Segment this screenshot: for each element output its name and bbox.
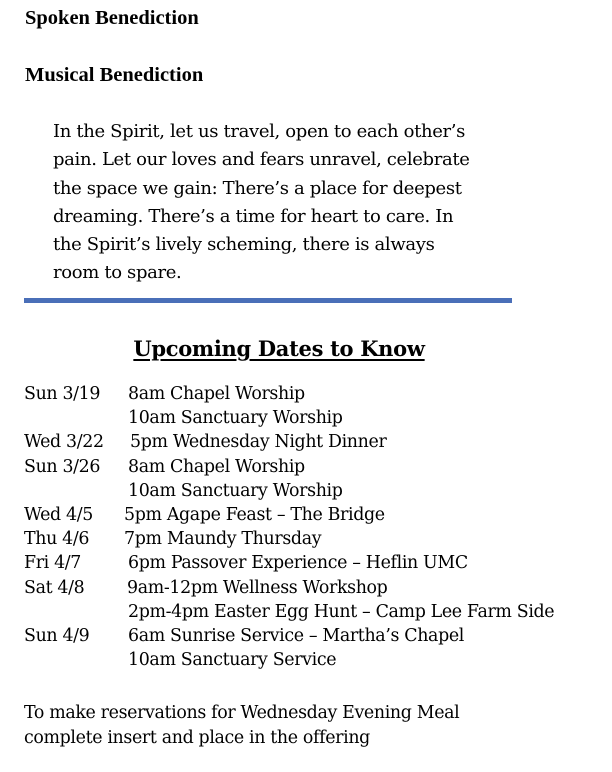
benediction-line: room to spare. bbox=[53, 262, 182, 284]
schedule-row bbox=[24, 455, 609, 479]
schedule-day: Sun 4/9 bbox=[24, 625, 90, 646]
section-divider bbox=[24, 298, 512, 303]
reservation-note bbox=[24, 701, 584, 750]
benediction-line: the Spirit’s lively scheming, there is always bbox=[53, 234, 435, 256]
schedule-day: Sun 3/26 bbox=[24, 456, 101, 477]
schedule-day: Wed 4/5 bbox=[24, 504, 93, 525]
benediction-line: In the Spirit, let us travel, open to each other’s bbox=[53, 121, 466, 142]
schedule-event: 10am Sanctuary Worship bbox=[128, 480, 343, 501]
schedule-event: 10am Sanctuary Worship bbox=[128, 408, 343, 429]
schedule-event: 7pm Maundy Thursday bbox=[124, 529, 322, 550]
schedule-row bbox=[24, 430, 609, 454]
schedule-event: 8am Chapel Worship bbox=[128, 384, 305, 404]
schedule-day: Wed 3/22 bbox=[24, 432, 104, 453]
dates-schedule bbox=[24, 382, 609, 672]
schedule-event: 2pm-4pm Easter Egg Hunt – Camp Lee Farm Side bbox=[128, 601, 555, 622]
reservation-note-line: complete insert and place in the offering bbox=[24, 727, 370, 748]
reservation-note-line: To make reservations for Wednesday Evening Meal bbox=[24, 703, 460, 723]
schedule-row bbox=[24, 551, 609, 575]
schedule-event: 9am-12pm Wellness Workshop bbox=[127, 577, 388, 598]
benediction-line: dreaming. There’s a time for heart to care. In bbox=[53, 205, 454, 227]
schedule-row bbox=[24, 576, 609, 600]
schedule-row bbox=[24, 503, 609, 527]
schedule-event: 6pm Passover Experience – Heflin UMC bbox=[128, 553, 468, 574]
schedule-event: 5pm Wednesday Night Dinner bbox=[130, 432, 387, 453]
schedule-row bbox=[24, 648, 609, 672]
schedule-row bbox=[24, 600, 609, 624]
schedule-row bbox=[24, 479, 609, 503]
schedule-row bbox=[24, 406, 609, 430]
schedule-event: 6am Sunrise Service – Martha’s Chapel bbox=[128, 625, 465, 646]
schedule-row bbox=[24, 382, 609, 406]
benediction-line: the space we gain: There’s a place for deepest bbox=[53, 177, 462, 199]
schedule-row bbox=[24, 624, 609, 648]
benediction-text bbox=[53, 118, 543, 288]
schedule-event: 10am Sanctuary Service bbox=[128, 650, 337, 671]
schedule-day: Thu 4/6 bbox=[24, 529, 90, 550]
benediction-line: pain. Let our loves and fears unravel, celebrate bbox=[53, 149, 470, 171]
schedule-row bbox=[24, 527, 609, 551]
schedule-day: Fri 4/7 bbox=[24, 553, 82, 574]
schedule-event: 8am Chapel Worship bbox=[128, 456, 305, 477]
musical-benediction-heading: Musical Benediction bbox=[25, 64, 204, 86]
schedule-day: Sun 3/19 bbox=[24, 384, 101, 404]
spoken-benediction-heading: Spoken Benediction bbox=[25, 7, 199, 29]
upcoming-dates-title: Upcoming Dates to Know bbox=[133, 336, 425, 361]
schedule-event: 5pm Agape Feast – The Bridge bbox=[124, 504, 385, 525]
schedule-day: Sat 4/8 bbox=[24, 577, 85, 598]
